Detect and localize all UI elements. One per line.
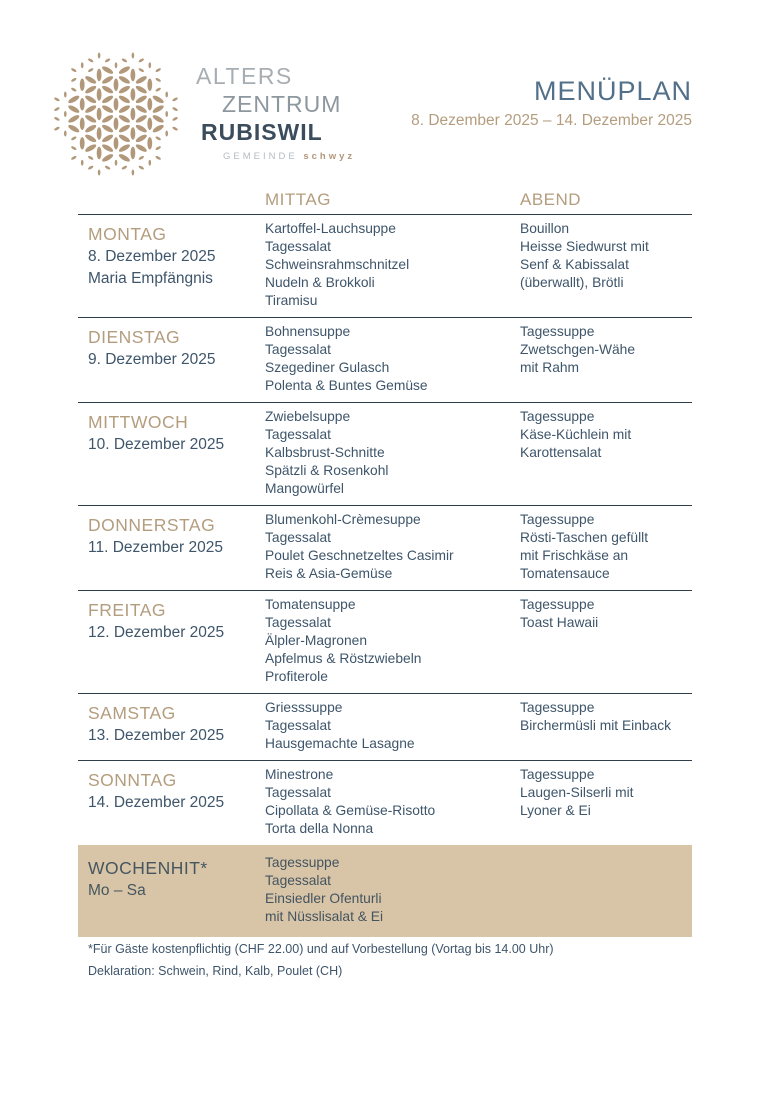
menu-item: Apfelmus & Röstzwiebeln — [265, 651, 422, 666]
day-name: DONNERSTAG — [88, 515, 216, 535]
table-row — [78, 694, 692, 761]
day-cell — [78, 854, 265, 926]
day-name: DIENSTAG — [88, 327, 181, 347]
menu-item: Einsiedler Ofenturli — [265, 891, 382, 906]
footnote-declaration: Deklaration: Schwein, Rind, Kalb, Poulet (CH) — [88, 964, 343, 978]
menu-item: Heisse Siedwurst mit — [520, 239, 649, 254]
menu-item: Mangowürfel — [265, 481, 344, 496]
mittag-cell — [265, 323, 520, 395]
day-cell — [78, 596, 265, 686]
table-row — [78, 845, 692, 937]
day-date: 13. Dezember 2025 — [88, 727, 225, 744]
menu-item: Senf & Kabissalat — [520, 257, 629, 272]
menu-item: Reis & Asia-Gemüse — [265, 566, 393, 581]
table-row — [78, 591, 692, 694]
abend-cell — [520, 854, 692, 926]
day-name: MITTWOCH — [88, 412, 189, 432]
menu-item: Käse-Küchlein mit — [520, 427, 632, 442]
menu-item: mit Rahm — [520, 360, 580, 375]
menu-item: Zwiebelsuppe — [265, 409, 351, 424]
mittag-cell — [265, 511, 520, 583]
column-header-mittag: MITTAG — [265, 190, 331, 209]
day-date: 14. Dezember 2025 — [88, 794, 225, 811]
menu-item: Tagessalat — [265, 530, 331, 545]
footnotes — [88, 938, 554, 982]
logo-tagline-schwyz: schwyz — [303, 151, 356, 162]
page-title: MENÜPLAN — [533, 76, 692, 106]
flower-petals — [54, 53, 179, 176]
mittag-cell — [265, 699, 520, 753]
footnote-price: *Für Gäste kostenpflichtig (CHF 22.00) und auf Vorbestellung (Vortag bis 14.00 Uhr) — [88, 942, 554, 956]
mittag-cell — [265, 766, 520, 838]
menu-item: Kalbsbrust-Schnitte — [265, 445, 385, 460]
day-date: 8. Dezember 2025 — [88, 248, 216, 265]
menu-item: Karottensalat — [520, 445, 602, 460]
menu-item: Nudeln & Brokkoli — [265, 275, 375, 290]
menu-item: Hausgemachte Lasagne — [265, 736, 415, 751]
menu-item: Tagessuppe — [520, 597, 595, 612]
day-name: MONTAG — [88, 224, 167, 244]
menu-item: Polenta & Buntes Gemüse — [265, 378, 428, 393]
mittag-cell — [265, 220, 520, 310]
menu-item: Tagessuppe — [520, 700, 595, 715]
day-cell — [78, 408, 265, 498]
mittag-cell — [265, 596, 520, 686]
menu-item: Älpler-Magronen — [265, 633, 367, 648]
mittag-cell — [265, 854, 520, 926]
day-cell — [78, 323, 265, 395]
logo-line-rubiswil: RUBISWIL — [201, 119, 323, 145]
menu-item: Tagessalat — [265, 718, 331, 733]
menu-item: Tagessuppe — [520, 409, 595, 424]
day-cell — [78, 766, 265, 838]
menu-table — [78, 190, 692, 937]
menu-item: Tagessalat — [265, 873, 331, 888]
menu-item: Lyoner & Ei — [520, 803, 591, 818]
logo-wordmark — [196, 62, 355, 162]
menu-item: Tagessuppe — [520, 324, 595, 339]
menu-item: Tomatensuppe — [265, 597, 356, 612]
menu-table-header — [78, 190, 692, 215]
abend-cell — [520, 408, 692, 498]
day-date: 12. Dezember 2025 — [88, 624, 225, 641]
table-row — [78, 506, 692, 591]
table-row — [78, 215, 692, 318]
menu-item: Profiterole — [265, 669, 328, 684]
menu-item: Szegediner Gulasch — [265, 360, 390, 375]
menu-item: Griesssuppe — [265, 700, 343, 715]
day-date: 9. Dezember 2025 — [88, 351, 216, 368]
menu-item: Bohnensuppe — [265, 324, 351, 339]
logo-line-zentrum: ZENTRUM — [222, 91, 342, 117]
menu-item: Minestrone — [265, 767, 334, 782]
logo-tagline — [223, 151, 355, 162]
menu-item: Spätzli & Rosenkohl — [265, 463, 389, 478]
day-name: FREITAG — [88, 600, 167, 620]
column-header-abend: ABEND — [520, 190, 582, 209]
menu-item: (überwallt), Brötli — [520, 275, 624, 290]
menu-item: Rösti-Taschen gefüllt — [520, 530, 649, 545]
day-cell — [78, 511, 265, 583]
menu-item: Zwetschgen-Wähe — [520, 342, 636, 357]
menu-item: Schweinsrahmschnitzel — [265, 257, 410, 272]
menu-item: Toast Hawaii — [520, 615, 599, 630]
abend-cell — [520, 323, 692, 395]
abend-cell — [520, 766, 692, 838]
day-date: Mo – Sa — [88, 882, 146, 899]
day-date: 10. Dezember 2025 — [88, 436, 225, 453]
day-name: SONNTAG — [88, 770, 177, 790]
menu-item: Laugen-Silserli mit — [520, 785, 634, 800]
day-name: SAMSTAG — [88, 703, 176, 723]
menu-table-body — [78, 215, 692, 937]
menu-item: Tagessalat — [265, 785, 331, 800]
menu-item: Blumenkohl-Crèmesuppe — [265, 512, 421, 527]
day-note: Maria Empfängnis — [88, 270, 213, 287]
menu-item: Tagessalat — [265, 427, 331, 442]
logo-tagline-gemeinde: GEMEINDE — [223, 151, 298, 162]
menu-item: Tagessuppe — [520, 767, 595, 782]
abend-cell — [520, 699, 692, 753]
menu-item: Tomatensauce — [520, 566, 610, 581]
menu-item: mit Frischkäse an — [520, 548, 629, 563]
logo-flower-icon — [46, 42, 186, 186]
table-row — [78, 761, 692, 845]
abend-cell — [520, 220, 692, 310]
date-range: 8. Dezember 2025 – 14. Dezember 2025 — [411, 112, 692, 129]
abend-cell — [520, 511, 692, 583]
menu-item: Birchermüsli mit Einback — [520, 718, 672, 733]
menu-item: Tagessalat — [265, 342, 331, 357]
menu-item: Cipollata & Gemüse-Risotto — [265, 803, 436, 818]
day-cell — [78, 220, 265, 310]
menu-item: Bouillon — [520, 221, 570, 236]
menu-item: Tagessuppe — [520, 512, 595, 527]
mittag-cell — [265, 408, 520, 498]
logo-line-alters: ALTERS — [196, 63, 293, 89]
menu-item: Tagessalat — [265, 239, 331, 254]
table-row — [78, 318, 692, 403]
menu-item: Tiramisu — [265, 293, 318, 308]
table-row — [78, 403, 692, 506]
menu-item: Kartoffel-Lauchsuppe — [265, 221, 396, 236]
title-block — [411, 76, 692, 130]
day-name: WOCHENHIT* — [88, 858, 208, 878]
day-cell — [78, 699, 265, 753]
column-header-empty — [78, 190, 265, 210]
day-date: 11. Dezember 2025 — [88, 539, 223, 556]
menu-item: Poulet Geschnetzeltes Casimir — [265, 548, 454, 563]
menu-item: Tagessalat — [265, 615, 331, 630]
abend-cell — [520, 596, 692, 686]
menu-item: Torta della Nonna — [265, 821, 374, 836]
menu-item: mit Nüsslisalat & Ei — [265, 909, 384, 924]
menu-item: Tagessuppe — [265, 855, 340, 870]
